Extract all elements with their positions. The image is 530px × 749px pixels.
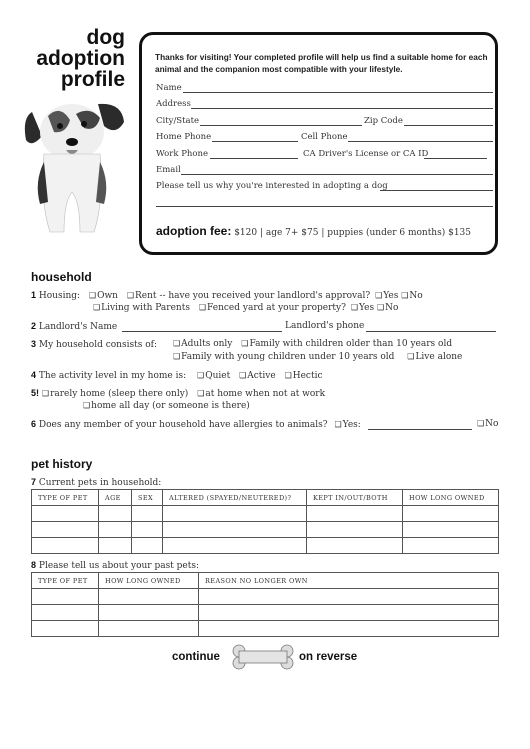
table-cell[interactable] [199, 605, 499, 621]
table-cell[interactable] [132, 538, 163, 554]
table-cell[interactable] [199, 589, 499, 605]
household-heading: household [31, 270, 92, 284]
page-title [5, 27, 125, 90]
q-num: 7 [31, 477, 37, 487]
home-phone-field[interactable] [212, 141, 298, 142]
option-label: Quiet [205, 371, 231, 381]
zip-label: Zip Code [364, 116, 403, 126]
q-text: Does any member of your household have allergies to animals? [38, 420, 328, 430]
current-pets-table [31, 489, 499, 554]
question-4 [31, 370, 323, 381]
table-cell[interactable] [163, 522, 307, 538]
past-pets-table [31, 572, 499, 637]
title-line: profile [60, 68, 125, 91]
option-label: Rent -- have you received your landlord's approval? [135, 291, 371, 301]
table-row [32, 538, 499, 554]
q3-options-row2 [173, 352, 462, 362]
parents-option[interactable] [93, 303, 190, 313]
rarely-home-option[interactable] [42, 389, 188, 399]
adults-option[interactable] [173, 339, 232, 349]
column-header: SEX [132, 490, 163, 506]
table-cell[interactable] [99, 522, 132, 538]
table-cell[interactable] [99, 506, 132, 522]
landlord-name-field[interactable] [122, 331, 282, 332]
fee-label: adoption fee: [156, 224, 232, 238]
option-label: home all day (or someone is there) [91, 401, 250, 411]
q-num: 8 [31, 560, 37, 570]
checkbox-icon: ❑ [197, 371, 205, 380]
name-label: Name [156, 83, 182, 93]
checkbox-icon: ❑ [126, 291, 135, 300]
landlord-phone-label: Landlord's phone [285, 321, 365, 331]
option-label: Active [247, 371, 276, 381]
checkbox-icon: ❑ [239, 371, 247, 380]
checkbox-icon: ❑ [334, 420, 342, 429]
allergy-details-field[interactable] [368, 429, 472, 430]
checkbox-icon: ❑ [375, 291, 383, 300]
column-header: HOW LONG OWNED [403, 490, 499, 506]
home-not-work-option[interactable] [197, 389, 325, 399]
rent-option[interactable] [127, 291, 370, 301]
table-row [32, 522, 499, 538]
q-text: Landlord's Name [38, 322, 118, 332]
table-cell[interactable] [32, 589, 99, 605]
option-label: No [485, 419, 499, 429]
q-text: Please tell us about your past pets: [38, 561, 200, 571]
column-header: AGE [99, 490, 132, 506]
table-cell[interactable] [307, 538, 403, 554]
checkbox-icon: ❑ [376, 303, 385, 312]
option-label: Live alone [415, 352, 463, 362]
question-5 [31, 388, 325, 399]
city-state-label: City/State [156, 116, 200, 126]
intro-text: Thanks for visiting! Your completed profile will help us find a suitable home for each animal and the companion most compatible with your lifestyle. [155, 52, 488, 74]
fee-text: $120 | age 7+ $75 | puppies (under 6 months) $135 [234, 228, 471, 238]
table-cell[interactable] [403, 522, 499, 538]
option-label: Family with young children under 10 years old [181, 352, 395, 362]
checkbox-icon: ❑ [407, 352, 415, 361]
q3-options-row1 [173, 339, 452, 349]
table-row [32, 506, 499, 522]
checkbox-icon: ❑ [477, 419, 485, 428]
table-cell[interactable] [163, 538, 307, 554]
option-label: Family with children older than 10 years old [249, 339, 453, 349]
table-header-row [32, 573, 499, 589]
on-reverse-text: on reverse [299, 651, 358, 663]
cell-phone-label: Cell Phone [301, 132, 348, 142]
allergy-yes-option[interactable] [335, 420, 361, 430]
option-label: Fenced yard at your property? [207, 303, 346, 313]
option-label: No [409, 291, 423, 301]
question-5-line2 [83, 401, 250, 411]
rent-yes-option[interactable] [375, 291, 398, 301]
table-cell[interactable] [307, 522, 403, 538]
question-1-line2 [93, 303, 398, 313]
table-cell[interactable] [32, 538, 99, 554]
question-1 [31, 290, 423, 301]
hectic-option[interactable] [285, 371, 323, 381]
fenced-yes-option[interactable] [351, 303, 374, 313]
table-cell[interactable] [32, 506, 99, 522]
title-line: adoption [36, 47, 125, 70]
name-field[interactable] [183, 92, 493, 93]
q-text: Current pets in household: [38, 478, 162, 488]
zip-field[interactable] [404, 125, 493, 126]
license-label: CA Driver's License or CA ID [303, 149, 429, 159]
older-children-option[interactable] [241, 339, 452, 349]
table-header-row [32, 490, 499, 506]
why-field-line2[interactable] [156, 206, 493, 207]
table-row [32, 605, 499, 621]
table-cell[interactable] [307, 506, 403, 522]
question-3 [31, 339, 157, 350]
table-cell[interactable] [163, 506, 307, 522]
email-field[interactable] [181, 174, 493, 175]
q-num: 3 [31, 339, 37, 349]
column-header: REASON NO LONGER OWN [199, 573, 499, 589]
table-cell[interactable] [32, 522, 99, 538]
cell-phone-field[interactable] [348, 141, 493, 142]
question-8 [31, 560, 199, 571]
question-6 [31, 419, 361, 430]
option-label: Hectic [292, 371, 323, 381]
table-row [32, 589, 499, 605]
option-label: Own [97, 291, 118, 301]
home-phone-label: Home Phone [156, 132, 212, 142]
why-field[interactable] [380, 190, 493, 191]
live-alone-option[interactable] [407, 352, 462, 362]
column-header: ALTERED (SPAYED/NEUTERED)? [163, 490, 307, 506]
younger-children-option[interactable] [173, 352, 394, 362]
table-cell[interactable] [99, 538, 132, 554]
q-num: 2 [31, 321, 37, 331]
active-option[interactable] [239, 371, 276, 381]
checkbox-icon: ❑ [88, 291, 97, 300]
question-7 [31, 477, 161, 488]
allergy-no-option[interactable] [477, 419, 498, 429]
option-label: at home when not at work [205, 389, 326, 399]
q-text: Housing: [38, 291, 81, 301]
q-num: 4 [31, 370, 37, 380]
q-num: 5 [31, 388, 37, 398]
adoption-fee [156, 224, 471, 238]
checkbox-icon: ❑ [83, 401, 91, 410]
license-field[interactable] [424, 158, 487, 159]
q-num: 6 [31, 419, 37, 429]
title-line: dog [86, 26, 125, 49]
option-label: Living with Parents [101, 303, 190, 313]
option-label: Adults only [181, 339, 233, 349]
checkbox-icon: ❑ [350, 303, 358, 312]
fenced-no-option[interactable] [377, 303, 398, 313]
address-field[interactable] [191, 108, 493, 109]
work-phone-field[interactable] [210, 158, 298, 159]
checkbox-icon: ❑ [198, 303, 206, 312]
table-cell[interactable] [99, 621, 199, 637]
column-header: TYPE OF PET [32, 490, 99, 506]
table-cell[interactable] [132, 522, 163, 538]
rent-no-option[interactable] [401, 291, 422, 301]
home-all-day-option[interactable] [83, 401, 250, 411]
table-cell[interactable] [99, 605, 199, 621]
email-label: Email [156, 165, 181, 175]
checkbox-icon: ❑ [93, 303, 101, 312]
landlord-phone-field[interactable] [366, 331, 496, 332]
option-label: No [385, 303, 399, 313]
checkbox-icon: ❑ [401, 291, 409, 300]
q-text: My household consists of: [38, 340, 157, 350]
option-label: Yes [383, 291, 399, 301]
table-cell[interactable] [403, 506, 499, 522]
q-num-mark: ! [36, 388, 40, 398]
pet-history-heading: pet history [31, 457, 93, 471]
table-cell[interactable] [199, 621, 499, 637]
city-state-field[interactable] [200, 125, 362, 126]
continue-text: continue [172, 651, 220, 663]
q-text: The activity level in my home is: [38, 371, 187, 381]
column-header: KEPT IN/OUT/BOTH [307, 490, 403, 506]
checkbox-icon: ❑ [197, 389, 205, 398]
checkbox-icon: ❑ [41, 389, 50, 398]
table-cell[interactable] [32, 605, 99, 621]
column-header: HOW LONG OWNED [99, 573, 199, 589]
option-label: Yes [359, 303, 375, 313]
table-row [32, 621, 499, 637]
question-2 [31, 321, 117, 332]
option-label: rarely home (sleep there only) [50, 389, 189, 399]
column-header: TYPE OF PET [32, 573, 99, 589]
dog-photo [20, 92, 130, 237]
fenced-option[interactable] [199, 303, 346, 313]
table-cell[interactable] [403, 538, 499, 554]
dog-bone-icon [232, 644, 294, 670]
address-label: Address [156, 99, 191, 109]
why-label: Please tell us why you're interested in adopting a dog [156, 181, 388, 191]
work-phone-label: Work Phone [156, 149, 209, 159]
option-label: Yes: [342, 420, 361, 430]
quiet-option[interactable] [197, 371, 230, 381]
own-option[interactable] [89, 291, 118, 301]
checkbox-icon: ❑ [241, 339, 249, 348]
checkbox-icon: ❑ [284, 371, 292, 380]
table-cell[interactable] [132, 506, 163, 522]
checkbox-icon: ❑ [173, 352, 181, 361]
table-cell[interactable] [32, 621, 99, 637]
table-cell[interactable] [99, 589, 199, 605]
checkbox-icon: ❑ [173, 339, 181, 348]
q-num: 1 [31, 290, 37, 300]
